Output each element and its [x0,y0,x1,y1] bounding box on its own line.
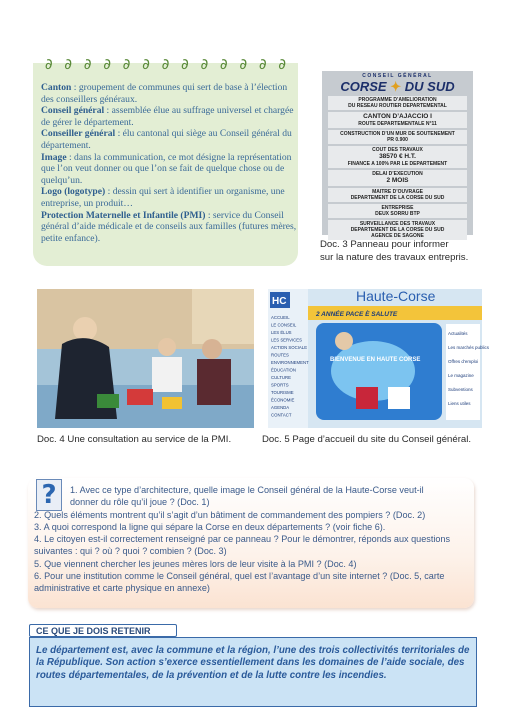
panel-row: SURVEILLANCE DES TRAVAUX DEPARTEMENT DE LA CORSE DU SUD AGENCE DE SAGONE [328,220,467,240]
binder-ring-icon: ∂ [64,55,73,73]
questions-list [34,484,470,595]
question-item: 6. Pour une institution comme le Conseil général, quel est l’avantage d’un site internet ? (Doc. 5, carte [34,571,445,582]
doc3-caption: Doc. 3 Panneau pour informer sur la nature des travaux entrepris. [320,239,469,263]
question-item: 2. Quels éléments montrent qu’il s’agit d’un bâtiment de commandement des pompiers ? (Doc. 2) [34,509,426,520]
site-logo: HC [272,296,287,307]
binder-ring-icon: ∂ [239,55,248,73]
retenir-title: CE QUE JE DOIS RETENIR [29,624,177,637]
panel-row: CONSTRUCTION D’UN MUR DE SOUTENEMENT PR 0.900 [328,130,467,144]
site-news-item[interactable]: Les marchés publics [448,345,490,350]
site-news-item[interactable]: Subventions [448,387,473,392]
notepad-rings [33,54,298,76]
site-welcome: BIENVENUE EN HAUTE CORSE [330,357,421,363]
question-mark-icon: ? [36,479,62,511]
binder-ring-icon: ∂ [83,55,92,73]
panel-row: CANTON D’AJACCIO I ROUTE DEPARTEMENTALE N°11 [328,112,467,128]
question-item: 4. Le citoyen est-il correctement renseigné par ce panneau ? Pour le démontrer, réponds aux questions [34,534,451,545]
doc5-caption: Doc. 5 Page d’accueil du site du Conseil général. [262,434,472,445]
site-menu-item[interactable]: CULTURE [271,375,291,380]
site-menu-item[interactable]: ACCUEIL [271,315,290,320]
glossary-entry: Image : dans la communication, ce mot désigne la représentation que l’on veut donner ou que l’on se fait de quelque chose ou de quelqu’un. [41,151,292,186]
panel-brand-logo: CORSE ✦ DU SUD [340,79,455,94]
retenir-text: Le département est, avec la commune et la région, l’une des trois collectivités territoriales de la République. Son action s’exerce essentiellement dans les domaines de l’aide sociale, des routes départementales, de la prévention et de la lutte contre les incendies. [36,645,470,681]
binder-ring-icon: ∂ [258,55,267,73]
panel-brand-top: CONSEIL GÉNÉRAL [362,73,433,79]
glossary-entry: Logo (logotype) : dessin qui sert à identifier un organisme, une entreprise, un produit… [41,186,285,209]
site-news-item[interactable]: Liens utiles [448,401,471,406]
site-menu-item[interactable]: LES SERVICES [271,337,302,343]
question-item: 1. Avec ce type d’architecture, quelle image le Conseil général de la Haute-Corse veut-il [70,485,424,495]
site-menu-item[interactable]: TOURISME [271,390,294,395]
panel-row: PROGRAMME D’AMELIORATION DU RESEAU ROUTIER DEPARTEMENTAL [328,96,467,110]
site-menu-item[interactable]: ROUTES [271,352,289,358]
site-menu-item[interactable]: ÉDUCATION [271,367,296,373]
site-title: Haute-Corse [356,288,436,304]
binder-ring-icon: ∂ [219,55,228,73]
site-menu-item[interactable]: LES ÉLUS [271,330,292,335]
panel-rows [328,96,467,240]
glossary-text [41,82,297,244]
question-item: donner du rôle qu’il joue ? (Doc. 1) [70,497,210,508]
panel-row: COUT DES TRAVAUX 38570 € H.T. FINANCE A 100% PAR LE DEPARTEMENT [328,146,467,168]
conseil-general-website-screenshot [268,288,490,428]
question-item: administrative et carte physique en annexe) [34,583,210,594]
site-news-item[interactable]: Actualités [448,331,468,336]
site-menu-item[interactable]: ENVIRONNEMENT [271,360,309,365]
site-menu-item[interactable]: ÉCONOMIE [271,397,295,403]
question-item: 3. A quoi correspond la ligne qui sépare la Corse en deux départements ? (voir fiche 6). [34,521,386,532]
star-icon: ✦ [390,79,402,94]
site-menu-item[interactable]: LE CONSEIL [271,322,297,328]
question-item: suivantes : qui ? où ? quoi ? combien ? (Doc. 3) [34,546,227,557]
glossary-entry: Conseiller général : élu cantonal qui siège au Conseil général du département. [41,128,292,151]
site-menu-item[interactable]: SPORTS [271,382,289,388]
site-menu-item[interactable]: ACTION SOCIALE [271,345,308,350]
site-menu-item[interactable]: AGENDA [271,405,290,410]
binder-ring-icon: ∂ [44,55,53,73]
panel-row: ENTREPRISE DEUX SORRU BTP [328,204,467,218]
panel-row: MAITRE D’OUVRAGE DEPARTEMENT DE LA CORSE DU SUD [328,188,467,202]
glossary-entry: Canton : groupement de communes qui sert de base à l’élection des conseillers généraux. [41,82,288,105]
binder-ring-icon: ∂ [278,55,287,73]
binder-ring-icon: ∂ [200,55,209,73]
binder-ring-icon: ∂ [142,55,150,73]
panel-row: DELAI D’EXECUTION 2 MOIS [328,170,467,186]
binder-ring-icon: ∂ [122,55,131,73]
site-banner: 2 ANNÉE PACE È SALUTE [316,311,398,318]
binder-ring-icon: ∂ [161,55,170,73]
site-news-item[interactable]: Offres d’emploi [448,359,479,364]
doc4-caption: Doc. 4 Une consultation au service de la PMI. [37,434,232,445]
glossary-entry: Conseil général : assemblée élue au suffrage universel et chargée de gérer le département. [41,105,294,128]
road-works-panel [322,71,473,239]
binder-ring-icon: ∂ [103,55,111,73]
glossary-entry: Protection Maternelle et Infantile (PMI) : service du Conseil général d’aide médicale et de conseils aux familles (futures mères, petite enfance). [41,209,297,244]
site-menu-item[interactable]: CONTACT [271,412,292,418]
pmi-consultation-photo [37,289,254,428]
binder-ring-icon: ∂ [181,55,189,73]
site-news-item[interactable]: Le magazine [448,373,474,378]
question-item: 5. Que viennent chercher les jeunes mères lors de leur visite à la PMI ? (Doc. 4) [34,558,357,569]
